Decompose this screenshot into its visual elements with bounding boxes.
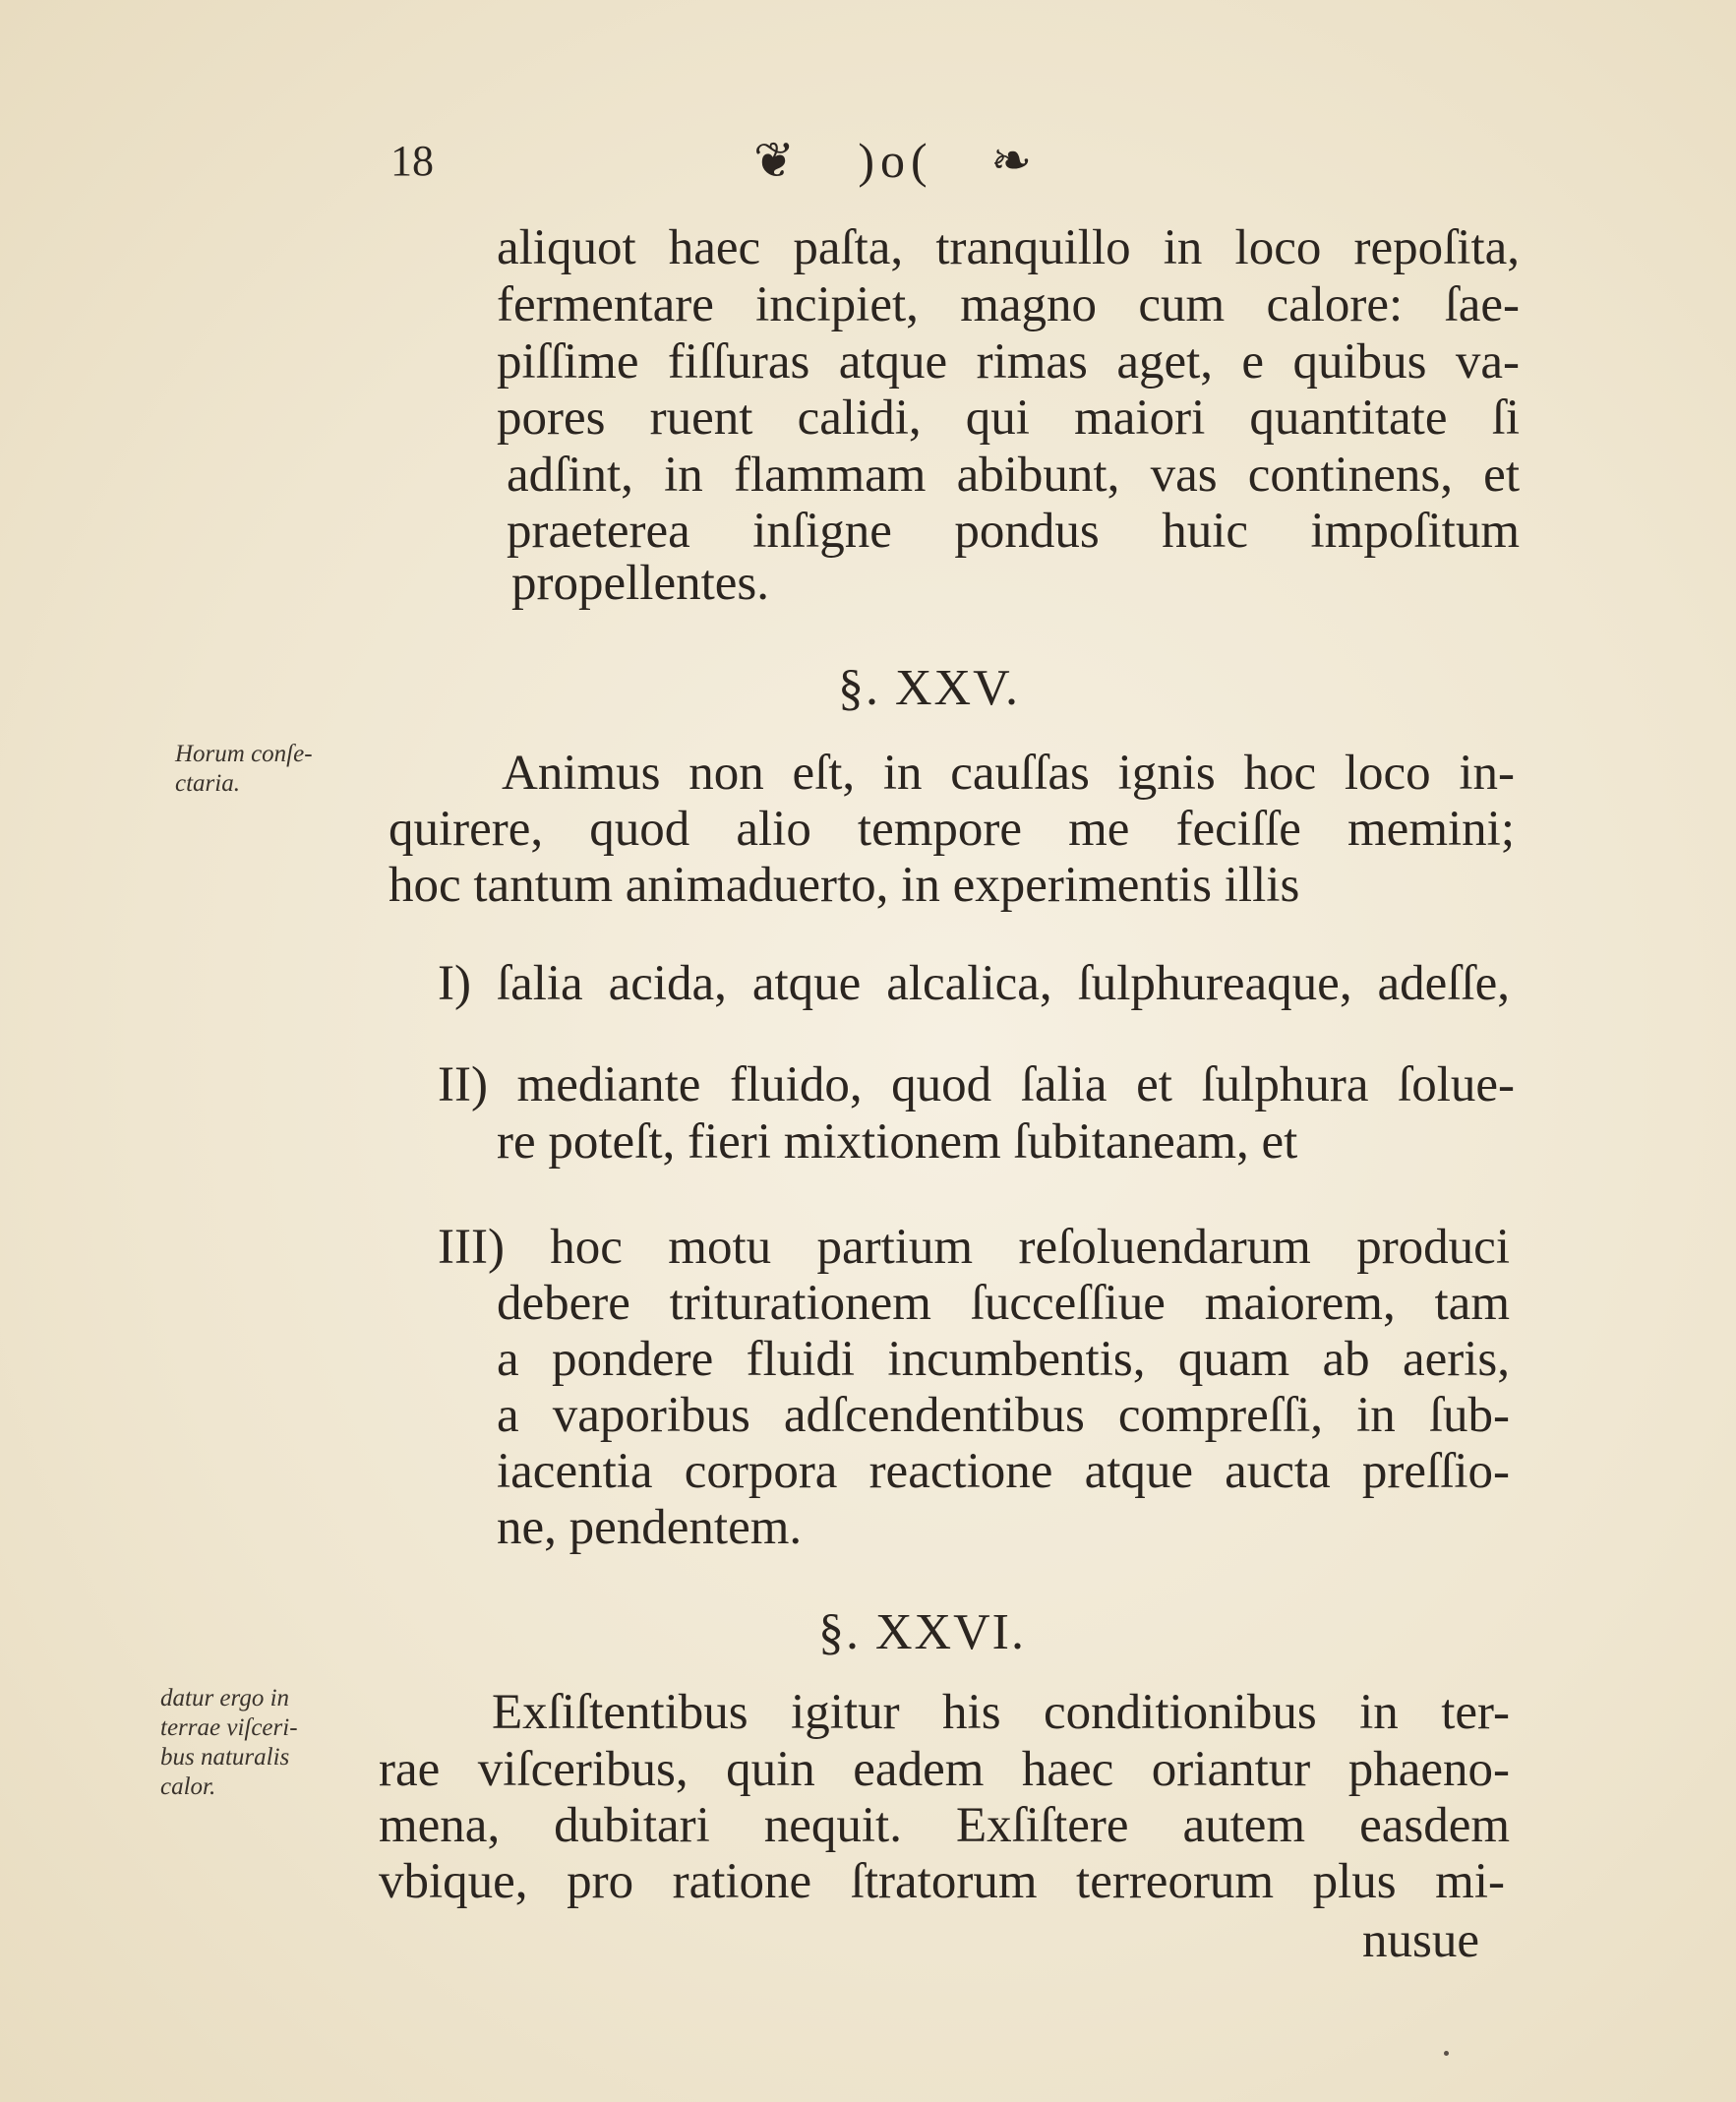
list-item: a pondere fluidi incumbentis, quam ab aeris,: [497, 1332, 1510, 1387]
catchword: nusue: [1362, 1913, 1479, 1968]
ink-spot: [1444, 2051, 1449, 2056]
text-line: adſint, in flammam abibunt, vas continens, et: [507, 448, 1520, 503]
margin-note-line: terrae viſceri-: [160, 1714, 298, 1741]
list-item: II) mediante fluido, quod ſalia et ſulphura ſolue-: [438, 1057, 1515, 1112]
header-ornament-text: )o(: [858, 133, 933, 188]
margin-note-line: datur ergo in: [160, 1685, 290, 1712]
header-ornament: [753, 132, 1038, 189]
margin-note: [160, 1684, 298, 1802]
section-heading: §. XXV.: [838, 660, 1020, 716]
text-line: fermentare incipiet, magno cum calore: ſae-: [497, 277, 1520, 332]
section-heading: §. XXVI.: [818, 1604, 1026, 1660]
margin-note-line: ctaria.: [175, 770, 240, 797]
text-line: Animus non eſt, in cauſſas ignis hoc loco in-: [502, 746, 1515, 801]
list-item: ne, pendentem.: [497, 1500, 803, 1555]
page-number: 18: [390, 137, 434, 185]
list-item: a vaporibus adſcendentibus compreſſi, in ſub-: [497, 1388, 1510, 1443]
text-line: piſſime fiſſuras atque rimas aget, e quibus va-: [497, 334, 1520, 390]
list-item: iacentia corpora reactione atque aucta preſſio-: [497, 1444, 1510, 1499]
list-item: I) ſalia acida, atque alcalica, ſulphureaque, adeſſe,: [438, 956, 1510, 1011]
list-item: debere triturationem ſucceſſiue maiorem, tam: [497, 1276, 1510, 1331]
text-line: propellentes.: [511, 556, 769, 611]
text-line: mena, dubitari nequit. Exſiſtere autem easdem: [379, 1798, 1510, 1853]
text-line: Exſiſtentibus igitur his conditionibus in ter-: [492, 1685, 1510, 1740]
text-line: quirere, quod alio tempore me feciſſe memini;: [389, 802, 1515, 857]
margin-note-line: Horum conſe-: [175, 741, 313, 767]
text-line: hoc tantum animaduerto, in experimentis illis: [389, 858, 1300, 913]
text-line: aliquot haec paſta, tranquillo in loco repoſita,: [497, 220, 1520, 275]
margin-note: [175, 740, 313, 799]
text-line: pores ruent calidi, qui maiori quantitate ſi: [497, 390, 1520, 446]
text-line: praeterea inſigne pondus huic impoſitum: [507, 504, 1520, 559]
text-line: vbique, pro ratione ſtratorum terreorum plus mi-: [379, 1854, 1505, 1909]
margin-note-line: calor.: [160, 1773, 216, 1800]
margin-note-line: bus naturalis: [160, 1744, 290, 1771]
left-fleuron-icon: ❦: [753, 133, 801, 188]
text-line: rae viſceribus, quin eadem haec oriantur phaeno-: [379, 1742, 1510, 1797]
right-fleuron-icon: ❧: [990, 133, 1039, 188]
list-item: re poteſt, fieri mixtionem ſubitaneam, et: [497, 1114, 1298, 1170]
list-item: III) hoc motu partium reſoluendarum produci: [438, 1220, 1510, 1275]
